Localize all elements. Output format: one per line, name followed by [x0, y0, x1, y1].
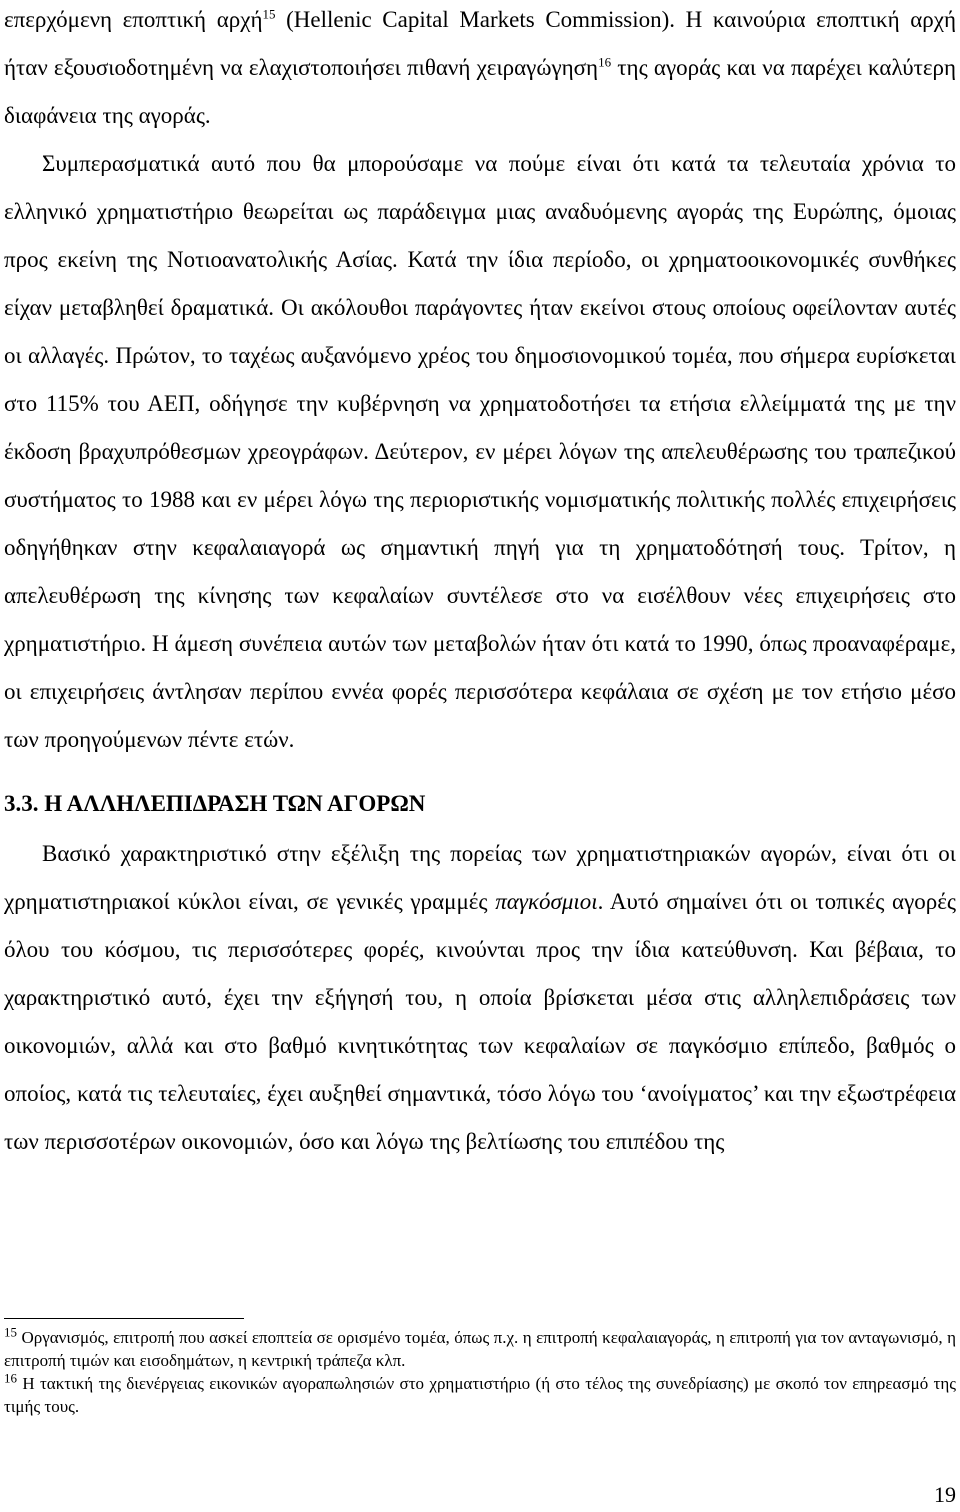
paragraph-section: [4, 830, 956, 1166]
footnote-text: Οργανισμός, επιτροπή που ασκεί εποπτεία σε ορισμένο τομέα, όπως π.χ. η επιτροπή κεφαλαιαγοράς, η επιτροπή για τον ανταγωνισμό, η επιτροπή τιμών και εισοδημάτων, η κεντρική τράπεζα κλπ.: [4, 1328, 956, 1370]
page-number: 19: [934, 1482, 956, 1507]
footnote-16: [4, 1372, 956, 1418]
paragraph-text: επερχόμενη εποπτική αρχή: [4, 7, 263, 32]
footnote-text: Η τακτική της διενέργειας εικονικών αγοραπωλησιών στο χρηματιστήριο (ή στο τέλος της συνεδρίασης) με σκοπό τον επηρεασμό της τιμής τους.: [4, 1374, 956, 1416]
footnote-ref-16[interactable]: 16: [598, 54, 612, 70]
footnote-separator: [4, 1318, 244, 1319]
footnote-ref-15[interactable]: 15: [262, 6, 276, 22]
paragraph-text: της αγοράς και να παρέχει καλύτερη διαφάνεια της αγοράς.: [4, 55, 956, 128]
paragraph-text: Βασικό χαρακτηριστικό στην εξέλιξη της πορείας των χρηματιστηριακών αγορών, είναι ότι οι χρηματιστηριακοί κύκλοι είναι, σε γενικές γραμμές: [4, 841, 956, 914]
footnote-marker: 16: [4, 1370, 17, 1386]
paragraph-continuation: [4, 0, 956, 140]
footnotes: [4, 1326, 956, 1418]
footnote-marker: 15: [4, 1324, 17, 1340]
paragraph-text: (Hellenic Capital Markets Commission). Η καινούρια εποπτική αρχή ήταν εξουσιοδοτημένη να ελαχιστοποιήσει πιθανή χειραγώγηση: [4, 7, 956, 80]
section-heading: 3.3. Η ΑΛΛΗΛΕΠΙΔΡΑΣΗ ΤΩΝ ΑΓΟΡΩΝ: [4, 791, 426, 816]
paragraph-text: . Αυτό σημαίνει ότι οι τοπικές αγορές όλου του κόσμου, τις περισσότερες φορές, κινούνται προς την ίδια κατεύθυνση. Και βέβαια, το χαρακτηριστικό αυτό, έχει την εξήγησή του, η οποία βρίσκεται μέσα στις αλληλεπιδράσεις των οικονομιών, αλλά και στο βαθμό κινητικότητας των κεφαλαίων σε παγκόσμιο επίπεδο, βαθμός ο οποίος, κατά τις τελευταίες, έχει αυξηθεί σημαντικά, τόσο λόγω του ‘ανοίγματος’ και την εξωστρέφεια των περισσοτέρων οικονομιών, όσο και λόγω της βελτίωσης του επιπέδου της: [4, 889, 956, 1154]
footnote-15: [4, 1326, 956, 1372]
paragraph-conclusion: Συμπερασματικά αυτό που θα μπορούσαμε να πούμε είναι ότι κατά τα τελευταία χρόνια το ελληνικό χρηματιστήριο θεωρείται ως παράδειγμα μιας αναδυόμενης αγοράς της Ευρώπης, όμοιας προς εκείνη της Νοτιοανατολικής Ασίας. Κατά την ίδια περίοδο, οι χρηματοοικονομικές συνθήκες είχαν μεταβληθεί δραματικά. Οι ακόλουθοι παράγοντες ήταν εκείνοι στους οποίους οφείλονταν αυτές οι αλλαγές. Πρώτον, το ταχέως αυξανόμενο χρέος του δημοσιονομικού τομέα, που σήμερα ευρίσκεται στο 115% του ΑΕΠ, οδήγησε την κυβέρνηση να χρηματοδοτήσει τα ετήσια ελλείμματά της με την έκδοση βραχυπρόθεσμων χρεογράφων. Δεύτερον, εν μέρει λόγων της απελευθέρωσης του τραπεζικού συστήματος το 1988 και εν μέρει λόγω της περιοριστικής νομισματικής πολιτικής πολλές επιχειρήσεις οδηγήθηκαν στην κεφαλαιαγορά ως σημαντική πηγή για τη χρηματοδότησή τους. Τρίτον, η απελευθέρωση της κίνησης των κεφαλαίων συντέλεσε στο να εισέλθουν νέες επιχειρήσεις στο χρηματιστήριο. Η άμεση συνέπεια αυτών των μεταβολών ήταν ότι κατά το 1990, όπως προαναφέραμε, οι επιχειρήσεις άντλησαν περίπου εννέα φορές περισσότερα κεφάλαια σε σχέση με τον ετήσιο μέσο των προηγούμενων πέντε ετών.: [4, 151, 956, 752]
italic-emphasis: παγκόσμιοι: [495, 889, 598, 914]
